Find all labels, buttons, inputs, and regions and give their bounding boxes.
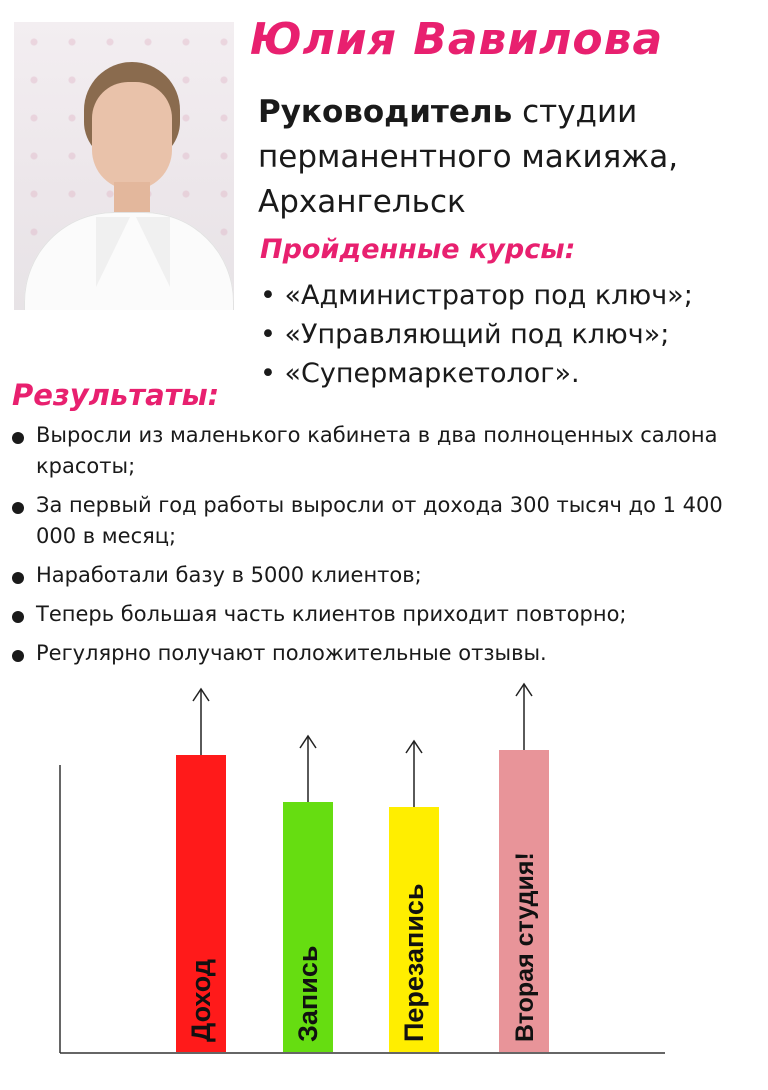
growth-bar-chart	[0, 670, 768, 1090]
result-item: Выросли из маленького кабинета в два полноценных салона красоты;	[8, 420, 748, 482]
result-item: Регулярно получают положительные отзывы.	[8, 638, 748, 669]
courses-list	[260, 276, 693, 393]
results-heading: Результаты:	[12, 378, 220, 412]
results-list	[8, 420, 748, 677]
courses-heading: Пройденные курсы:	[260, 234, 576, 265]
bar-label: Вторая студия!	[511, 852, 539, 1042]
bullet-icon	[12, 650, 24, 662]
bar-label: Перезапись	[399, 883, 429, 1042]
role-description	[258, 90, 748, 225]
bar-label: Запись	[293, 945, 323, 1042]
result-item: Наработали базу в 5000 клиентов;	[8, 560, 748, 591]
role-details: студии перманентного макияжа, Архангельск	[258, 94, 679, 220]
course-item: • «Администратор под ключ»;	[260, 276, 693, 315]
bullet-icon	[12, 432, 24, 444]
result-item: Теперь большая часть клиентов приходит повторно;	[8, 599, 748, 630]
course-item: • «Управляющий под ключ»;	[260, 315, 693, 354]
result-item: За первый год работы выросли от дохода 300 тысяч до 1 400 000 в месяц;	[8, 490, 748, 552]
profile-photo	[14, 22, 234, 310]
person-name: Юлия Вавилова	[250, 14, 664, 65]
course-item: • «Супермаркетолог».	[260, 354, 693, 393]
bullet-icon	[12, 611, 24, 623]
role-title: Руководитель	[258, 94, 513, 130]
bar-label: Доход	[186, 958, 216, 1042]
bullet-icon	[12, 502, 24, 514]
bullet-icon	[12, 572, 24, 584]
